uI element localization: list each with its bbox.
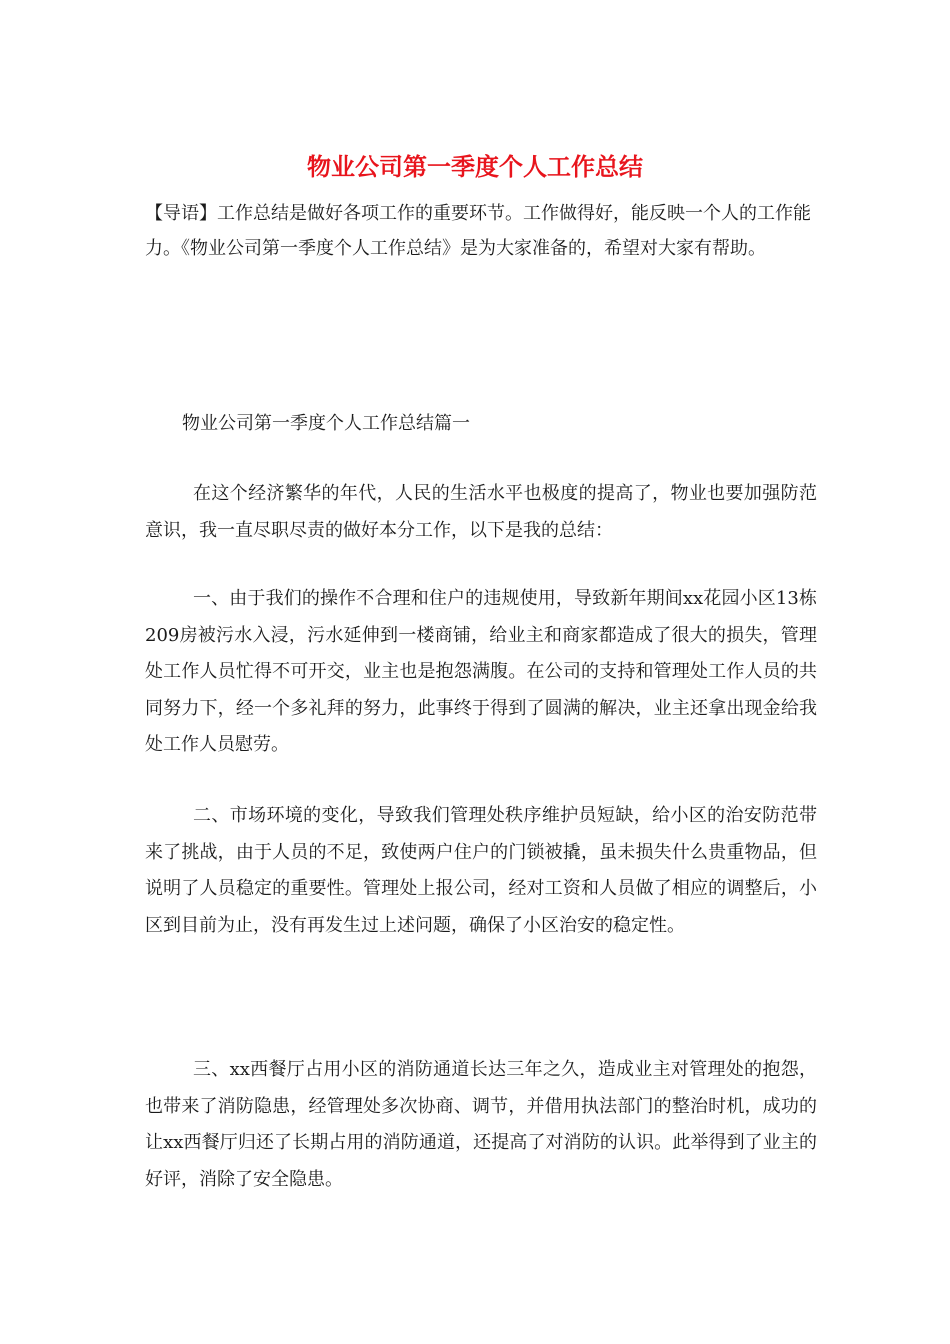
item-paragraph-1: 一、由于我们的操作不合理和住户的违规使用，导致新年期间xx花园小区13栋209房被污水入浸，污水延伸到一楼商铺，给业主和商家都造成了很大的损失，管理处工作人员忙得不可开交，业主也是抱怨满腹。在公司的支持和管理处工作人员的共同努力下，经一个多礼拜的努力，此事终于得到了圆满的解决，业主还拿出现金给我处工作人员慰劳。 [145, 588, 817, 755]
section-heading: 物业公司第一季度个人工作总结篇一 [182, 413, 470, 434]
item-paragraph-3: 三、xx西餐厅占用小区的消防通道长达三年之久，造成业主对管理处的抱怨，也带来了消防隐患，经管理处多次协商、调节，并借用执法部门的整治时机，成功的让xx西餐厅归还了长期占用的消防通道，还提高了对消防的认识。此举得到了业主的好评，消除了安全隐患。 [145, 1059, 817, 1190]
document-title: 物业公司第一季度个人工作总结 [307, 152, 643, 181]
item-paragraph-2: 二、市场环境的变化，导致我们管理处秩序维护员短缺，给小区的治安防范带来了挑战，由于人员的不足，致使两户住户的门锁被撬，虽未损失什么贵重物品，但说明了人员稳定的重要性。管理处上报公司，经对工资和人员做了相应的调整后，小区到目前为止，没有再发生过上述问题，确保了小区治安的稳定性。 [145, 805, 817, 936]
opening-paragraph: 在这个经济繁华的年代，人民的生活水平也极度的提高了，物业也要加强防范意识，我一直尽职尽责的做好本分工作，以下是我的总结： [145, 483, 817, 541]
intro-paragraph: 【导语】工作总结是做好各项工作的重要环节。工作做得好，能反映一个人的工作能力。《物业公司第一季度个人工作总结》是为大家准备的，希望对大家有帮助。 [145, 203, 811, 259]
